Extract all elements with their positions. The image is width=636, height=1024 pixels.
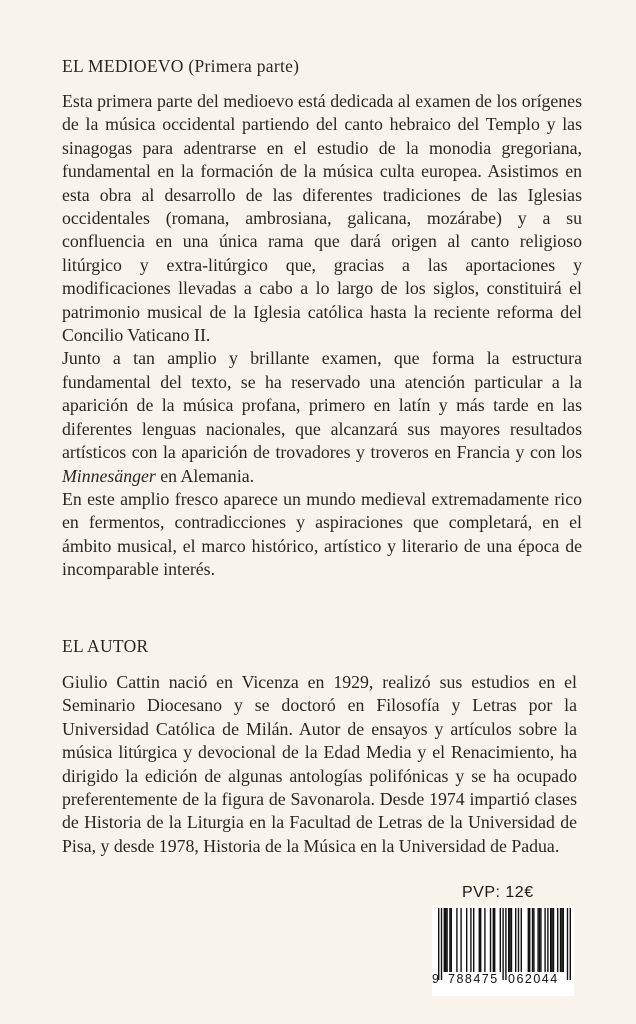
isbn-group-1: 788475	[448, 972, 499, 986]
barcode-bar	[557, 908, 558, 972]
barcode-bar	[484, 908, 485, 972]
barcode-bar	[451, 908, 452, 972]
barcode-bar	[540, 908, 541, 972]
barcode-bar	[445, 908, 446, 972]
barcode-bar	[570, 908, 571, 980]
barcode-bar	[547, 908, 548, 972]
barcode-bar	[502, 908, 503, 980]
barcode-bar	[529, 908, 530, 972]
barcode-bar	[532, 908, 533, 972]
isbn-group-2: 062044	[508, 972, 559, 986]
author-bio-text	[62, 671, 577, 858]
synopsis-paragraph-2	[62, 347, 582, 487]
barcode-bar	[550, 908, 551, 972]
barcode-bar	[544, 908, 545, 972]
barcode-bar	[521, 908, 522, 972]
barcode-bar	[515, 908, 516, 972]
barcode-bar	[493, 908, 494, 972]
barcode-bar	[537, 908, 538, 972]
barcode-bar	[460, 908, 461, 972]
barcode-bar	[500, 908, 501, 972]
barcode-bar	[560, 908, 561, 972]
barcode-bar	[518, 908, 519, 972]
barcode-bar	[494, 908, 495, 972]
synopsis-paragraph-3: En este amplio fresco aparece un mundo medieval extremadamente rico en fermentos, contradicciones y aspiraciones que completará, en el ámbito musical, el marco histórico, artístico y literario de una época de incomparable interés.	[62, 488, 582, 580]
barcode-bar	[466, 908, 467, 972]
barcode-bar	[449, 908, 450, 972]
barcode-bar	[438, 908, 439, 980]
barcode-bar	[480, 908, 481, 972]
barcode-bar	[444, 908, 445, 972]
synopsis-text	[62, 90, 582, 582]
barcode-bar	[508, 908, 509, 972]
barcode-bar	[551, 908, 552, 972]
barcode-bar	[479, 908, 480, 972]
price-label: PVP: 12€	[462, 884, 534, 901]
barcode-bar	[539, 908, 540, 972]
barcode-bar	[441, 908, 442, 980]
author-bio-paragraph: Giulio Cattin nació en Vicenza en 1929, realizó sus estudios en el Seminario Diocesano y se doctoró en Filosofía y Letras por la Universidad Católica de Milán. Autor de ensayos y artículos sobre la música litúrgica y devocional de la Edad Media y el Renacimiento, ha dirigido la edición de algunas antologías polifónicas y se ha ocupado preferentemente de la figura de Savonarola. Desde 1974 impartió clases de Historia de la Liturgia en la Facultad de Letras de la Universidad de Pisa, y desde 1978, Historia de la Música en la Universidad de Padua.	[62, 672, 577, 856]
minnesanger-term: Minnesänger	[62, 465, 156, 486]
barcode-bar	[509, 908, 510, 972]
barcode-bar	[553, 908, 554, 972]
isbn-lead-digit: 9	[432, 972, 439, 986]
barcode-bar	[456, 908, 457, 972]
barcode-bar	[511, 908, 512, 972]
barcode-bar	[533, 908, 534, 972]
barcode-bar	[446, 908, 447, 972]
barcode-bar	[567, 908, 568, 980]
section-heading-autor: EL AUTOR	[62, 636, 149, 656]
barcode-bar	[490, 908, 491, 972]
barcode-bar	[563, 908, 564, 972]
barcode-bar	[528, 908, 529, 972]
synopsis-paragraph-1: Esta primera parte del medioevo está dedicada al examen de los orígenes de la música occidental partiendo del canto hebraico del Templo y las sinagogas para adentrarse en el estudio de la monodia gregoriana, fundamental en la formación de la música culta europea. Asistimos en esta obra al desarrollo de las diferentes tradiciones de las Iglesias occidentales (romana, ambrosiana, galicana, mozárabe) y a su confluencia en una única rama que dará origen al canto religioso litúrgico y extra-litúrgico que, gracias a las aportaciones y modificaciones llevadas a cabo a lo largo de los siglos, constituirá el patrimonio musical de la Iglesia católica hasta la reciente reforma del Concilio Vaticano II.	[62, 91, 582, 346]
isbn-barcode	[432, 906, 574, 996]
synopsis-paragraph-2-text: Junto a tan amplio y brillante examen, que forma la estructura fundamental del texto, se ha reservado una atención particular a la aparición de la música profana, primero en latín y más tarde en las diferentes lenguas nacionales, que alcanzará sus mayores resultados artísticos con la aparición de trovadores y troveros en Francia y con los	[62, 348, 582, 463]
barcode-bar	[505, 908, 506, 980]
synopsis-paragraph-2-end: en Alemania.	[155, 465, 255, 486]
section-heading-medioevo: EL MEDIOEVO (Primera parte)	[62, 56, 300, 76]
barcode-bar	[473, 908, 474, 972]
barcode-bar	[470, 908, 471, 972]
barcode-bar	[561, 908, 562, 972]
